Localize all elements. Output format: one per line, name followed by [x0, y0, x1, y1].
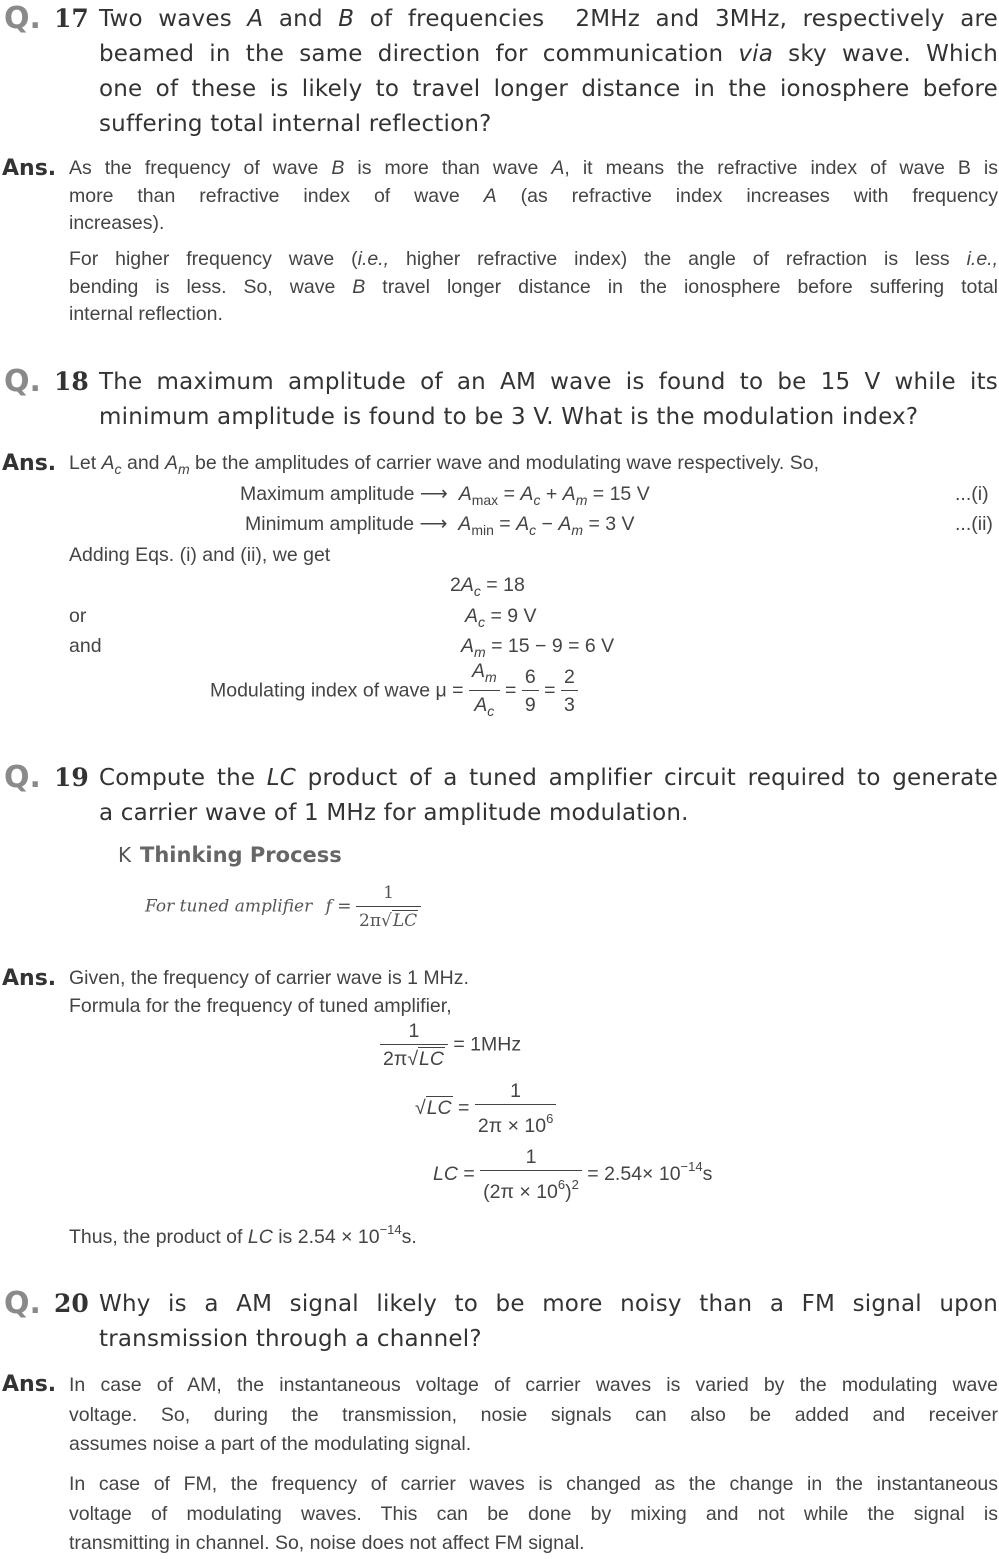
- answer-label: Ans.: [2, 966, 57, 991]
- equation-sqrt-lc: √LC = $\frac{1}{2\pi \times 10^6}$: [415, 1078, 556, 1140]
- equation-frequency: $\frac{1}{2\pi√LC}$ = 1MHz: [380, 1018, 521, 1073]
- answer-paragraph: For higher frequency wave (i.e., higher refractive index) the angle of refraction is less i.e., bending is less. So, wave B travel longer distance in the ionosphere before suffering total internal reflection.: [69, 248, 999, 325]
- equation-ref: ...(ii): [955, 513, 993, 535]
- and-label: and: [69, 635, 102, 657]
- answer-label: Ans.: [2, 156, 57, 181]
- or-label: or: [69, 605, 87, 627]
- bullet-icon: K: [118, 843, 132, 867]
- answer-paragraph: In case of AM, the instantaneous voltage of carrier waves is varied by the modulating wave voltage. So, during the transmission, nosie signals can also be added and receiver assumes noise a part of the modulating signal.: [69, 1374, 998, 1455]
- question-line: Compute the LC product of a tuned amplifier circuit required to generate: [99, 765, 998, 791]
- answer-label: Ans.: [2, 451, 57, 476]
- equation-2ac: $2A_c = 18$: [450, 574, 525, 599]
- question-line: transmission through a channel?: [99, 1326, 482, 1352]
- adding-text: Adding Eqs. (i) and (ii), we get: [69, 544, 331, 566]
- answer-paragraph: In case of FM, the frequency of carrier waves is changed as the change in the instantaneous voltage of modulating waves. This can be done by mixing and not while the signal is transmitting in channel. So, noise does not affect FM signal.: [69, 1473, 998, 1554]
- equation-modulation-index: Modulating index of wave μ = $\frac{A_m}{A_c}$ = $\frac{6}{9}$ = $\frac{2}{3}$: [210, 658, 578, 725]
- answer-intro: Let $A_c$ and $A_m$ be the amplitudes of carrier wave and modulating wave respectively. So,: [69, 452, 820, 477]
- thinking-process-formula: For tuned amplifier f = $\frac{1}{2\pi√LC}$: [145, 880, 421, 935]
- answer-paragraph: As the frequency of wave B is more than wave A, it means the refractive index of wave B is more than refractive index of wave A (as refractive index increases with frequency increases).: [69, 157, 999, 234]
- question-marker-icon: Q.: [4, 364, 41, 399]
- question-line: Two waves A and B of frequencies 2MHz and 3MHz, respectively are: [99, 6, 998, 32]
- equation-max-amplitude: Maximum amplitude ⟶ $A_{max} = A_c + A_m = 15$ V: [240, 483, 650, 508]
- question-marker-icon: Q.: [4, 760, 41, 795]
- question-line: a carrier wave of 1 MHz for amplitude modulation.: [99, 800, 689, 826]
- question-marker-icon: Q.: [4, 1286, 41, 1321]
- equation-ac: $A_c = 9$ V: [465, 605, 537, 630]
- question-text: [99, 1287, 998, 1357]
- thinking-process: [118, 843, 342, 867]
- question-number: 18: [54, 367, 89, 396]
- question-line: one of these is likely to travel longer distance in the ionosphere before: [99, 76, 998, 102]
- question-line: Why is a AM signal likely to be more noisy than a FM signal upon: [99, 1291, 998, 1317]
- equation-min-amplitude: Minimum amplitude ⟶ $A_{min} = A_c - A_m = 3$ V: [245, 513, 635, 538]
- question-line: suffering total internal reflection?: [99, 111, 492, 137]
- question-marker-icon: Q.: [4, 1, 41, 36]
- question-text: [99, 2, 998, 142]
- question-number: 20: [54, 1289, 89, 1318]
- question-line: minimum amplitude is found to be 3 V. What is the modulation index?: [99, 404, 919, 430]
- question-number: 17: [54, 4, 89, 33]
- answer-paragraph: Given, the frequency of carrier wave is 1 MHz. Formula for the frequency of tuned amplifier,: [69, 967, 469, 1017]
- equation-ref: ...(i): [955, 483, 989, 505]
- equation-am: $A_m = 15 - 9 = 6$ V: [461, 635, 615, 660]
- question-line: The maximum amplitude of an AM wave is found to be 15 V while its: [99, 369, 998, 395]
- question-text: [99, 761, 998, 831]
- equation-lc: LC = $\frac{1}{(2\pi \times 10^6)^2}$ = $2.54\times 10^{-14}s$: [433, 1146, 713, 1203]
- question-number: 19: [54, 763, 89, 792]
- answer-conclusion: Thus, the product of LC is $2.54 \times 10^{-14}s$.: [69, 1222, 417, 1248]
- thinking-process-heading: Thinking Process: [140, 843, 342, 867]
- answer-label: Ans.: [2, 1372, 57, 1397]
- question-text: [99, 365, 998, 435]
- question-line: beamed in the same direction for communication via sky wave. Which: [99, 41, 998, 67]
